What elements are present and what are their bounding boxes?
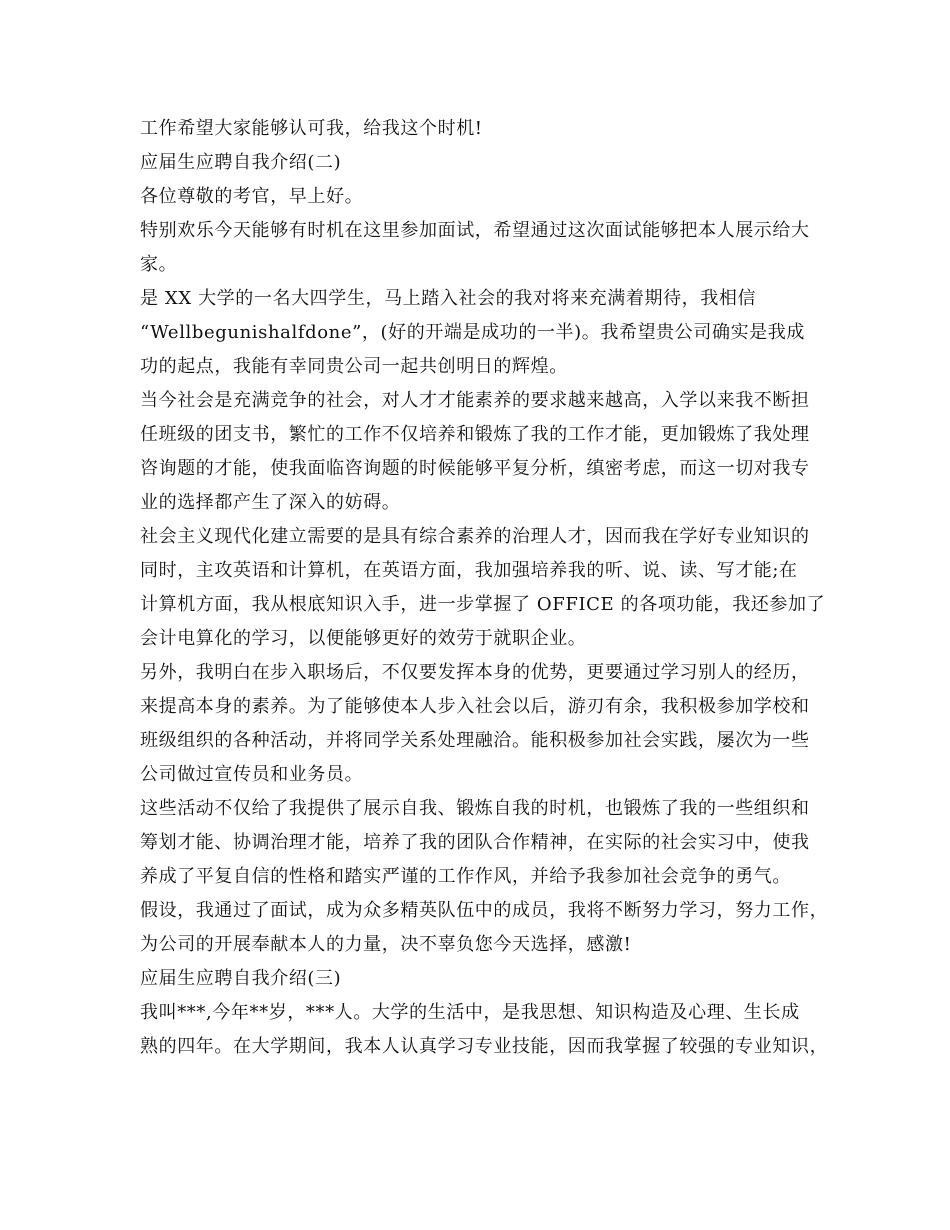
text-line: 特别欢乐今天能够有时机在这里参加面试，希望通过这次面试能够把本人展示给大 — [140, 220, 810, 241]
text-line: 会计电算化的学习，以便能够更好的效劳于就职企业。 — [140, 628, 587, 649]
section-heading: 应届生应聘自我介绍(三) — [140, 968, 342, 989]
text-line: 功的起点，我能有幸同贵公司一起共创明日的辉煌。 — [140, 356, 568, 377]
text-line: 公司做过宣传员和业务员。 — [140, 764, 364, 785]
section-heading: 应届生应聘自我介绍(二) — [140, 152, 342, 173]
text-line: 社会主义现代化建立需要的是具有综合素养的治理人才，因而我在学好专业知识的 — [140, 526, 810, 547]
text-line: 同时，主攻英语和计算机，在英语方面，我加强培养我的听、说、读、写才能;在 — [140, 560, 798, 581]
text-line: 计算机方面，我从根底知识入手，进一步掌握了 OFFICE 的各项功能，我还参加了 — [140, 594, 826, 615]
text-line: 家。 — [140, 254, 178, 275]
text-line: 各位尊敬的考官，早上好。 — [140, 186, 364, 207]
text-line: 是 XX 大学的一名大四学生，马上踏入社会的我对将来充满着期待，我相信 — [140, 288, 757, 309]
text-line: 另外，我明白在步入职场后，不仅要发挥本身的优势，更要通过学习别人的经历， — [140, 662, 810, 683]
text-line: 任班级的团支书，繁忙的工作不仅培养和锻炼了我的工作才能，更加锻炼了我处理 — [140, 424, 810, 445]
text-line: 我叫***,今年**岁，***人。大学的生活中，是我思想、知识构造及心理、生长成 — [140, 1002, 800, 1023]
text-line: 为公司的开展奉献本人的力量，决不辜负您今天选择，感激! — [140, 934, 632, 955]
text-line: 来提高本身的素养。为了能够使本人步入社会以后，游刃有余，我积极参加学校和 — [140, 696, 810, 717]
text-line: 假设，我通过了面试，成为众多精英队伍中的成员，我将不断努力学习，努力工作， — [140, 900, 829, 921]
text-line: 养成了平复自信的性格和踏实严谨的工作作风，并给予我参加社会竞争的勇气。 — [140, 866, 791, 887]
text-line: 筹划才能、协调治理才能，培养了我的团队合作精神，在实际的社会实习中，使我 — [140, 832, 810, 853]
text-line: 班级组织的各种活动，并将同学关系处理融洽。能积极参加社会实践，屡次为一些 — [140, 730, 810, 751]
text-line: 这些活动不仅给了我提供了展示自我、锻炼自我的时机，也锻炼了我的一些组织和 — [140, 798, 810, 819]
text-line: 熟的四年。在大学期间，我本人认真学习专业技能，因而我掌握了较强的专业知识， — [140, 1036, 829, 1057]
document-body — [140, 112, 830, 1064]
text-line: 咨询题的才能，使我面临咨询题的时候能够平复分析，缜密考虑，而这一切对我专 — [140, 458, 810, 479]
text-line: “Wellbegunishalfdone”，(好的开端是成功的一半)。我希望贵公司确实是我成 — [140, 322, 805, 343]
text-line: 业的选择都产生了深入的妨碍。 — [140, 492, 401, 513]
text-line: 工作希望大家能够认可我，给我这个时机! — [140, 118, 483, 139]
text-line: 当今社会是充满竞争的社会，对人才才能素养的要求越来越高，入学以来我不断担 — [140, 390, 810, 411]
